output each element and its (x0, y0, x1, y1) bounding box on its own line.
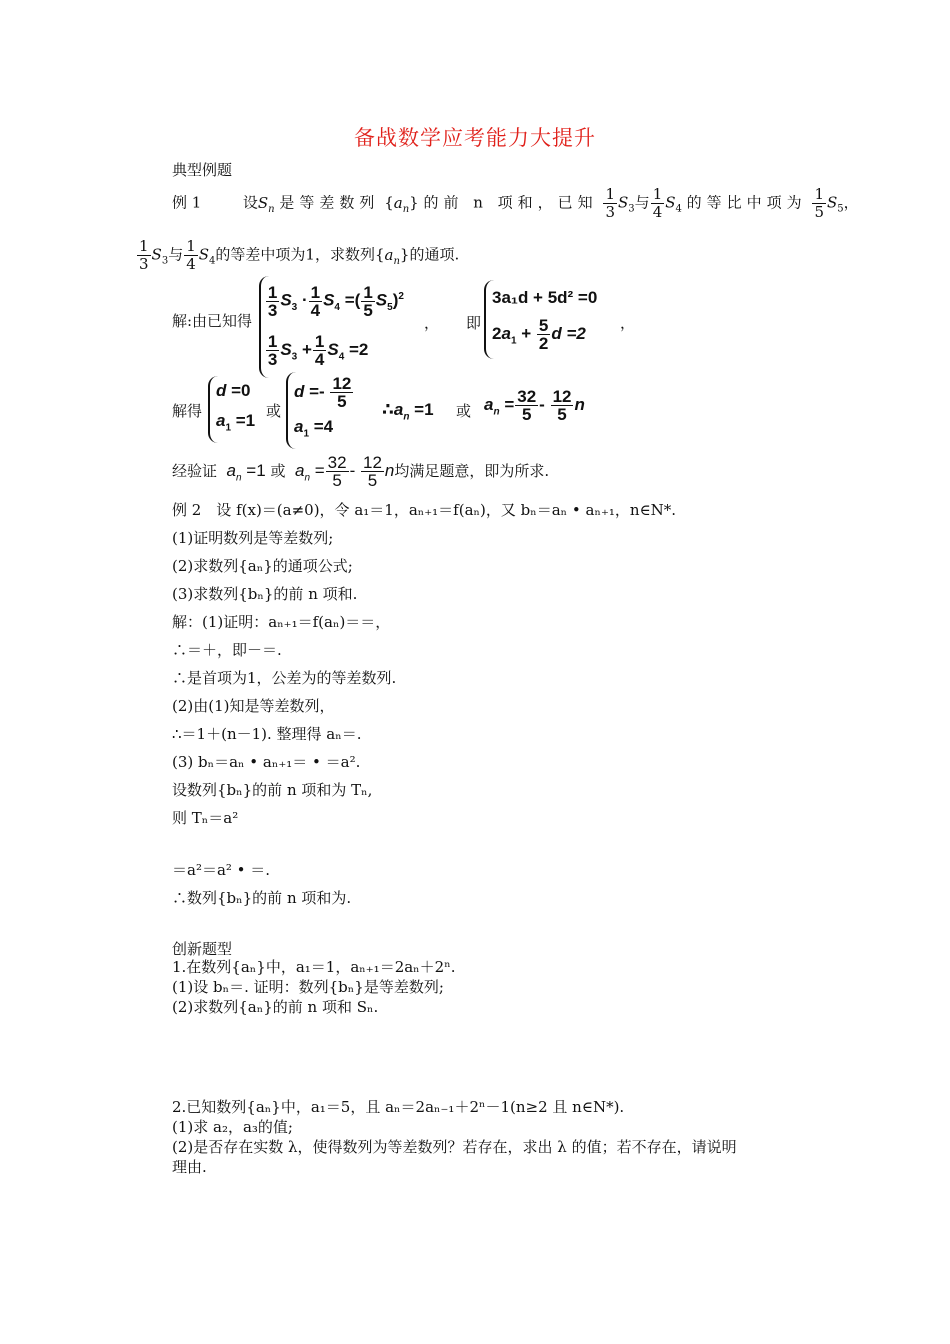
or-1: 或 (266, 402, 282, 420)
problem2-line1: 2.已知数列{aₙ}中，a₁＝5，且 aₙ＝2aₙ₋₁＋2ⁿ－1(n≥2 且 n∈N*). (172, 1098, 625, 1116)
section-heading-typical: 典型例题 (172, 161, 233, 179)
example2-s3: ∴是首项为1，公差为的等差数列. (172, 669, 397, 687)
therefore-an: $\therefore a_n =1$ (382, 400, 434, 423)
example1-text-e: 的等比中项为 (686, 193, 807, 212)
solve-prefix: 解得 (172, 402, 203, 420)
an-formula: $a_n$ = $\frac{32}{5}$ - $\frac{12}{5}$ n (484, 387, 585, 424)
solution-prefix: 解:由已知得 (172, 311, 253, 330)
example2-s7: 设数列{bₙ}的前 n 项和为 Tₙ, (172, 781, 373, 799)
example2-q1: (1)证明数列是等差数列; (172, 529, 334, 547)
sys1-row1-eq: =( (344, 290, 361, 310)
example2-s5: ∴＝1＋(n－1). 整理得 aₙ＝. (172, 725, 362, 743)
then-label: 即 (466, 314, 482, 332)
example2-s4: (2)由(1)知是等差数列， (172, 697, 335, 715)
example2-s6: (3) bₙ＝aₙ • aₙ₊₁＝ • ＝a². (172, 753, 361, 771)
example2-s2: ∴＝＋，即－＝. (172, 641, 282, 659)
problem2-line2: (1)求 a₂，a₃的值; (172, 1118, 293, 1136)
example2-q2: (2)求数列{aₙ}的通项公式; (172, 557, 353, 575)
problem1-line1: 1.在数列{aₙ}中，a₁＝1，aₙ₊₁＝2aₙ＋2ⁿ. (172, 958, 456, 976)
sys1-row2-eq: =2 (348, 340, 369, 360)
or-2: 或 (456, 402, 472, 420)
example2-s1: 解：(1)证明：aₙ₊₁＝f(aₙ)＝＝， (172, 613, 391, 631)
example1-label: 例 1 (172, 193, 202, 212)
problem2-line3: (2)是否存在实数 λ，使得数列为等差数列？若存在，求出 λ 的值；若不存在，请说明 (172, 1138, 737, 1156)
example1-line2-c: 的通项. (409, 245, 460, 264)
sys2-row1: 3a₁d + 5d² =0 (492, 288, 598, 307)
solution-b: d =- $\frac{12}{5}$ $a_1 =4$ (286, 372, 354, 449)
example1-text-b: 是等差数列 (279, 193, 380, 212)
example1-text-a: 设 (242, 193, 258, 212)
problem1-line3: (2)求数列{aₙ}的前 n 项和 Sₙ. (172, 998, 379, 1016)
solution-a: d =0 $a_1 =1$ (208, 376, 255, 443)
example2-line1: 例 2 设 f(x)＝(a≠0)，令 a₁＝1，aₙ₊₁＝f(aₙ)，又 bₙ＝aₙ • aₙ₊₁，n∈N*. (172, 501, 677, 519)
comma-1: ， (424, 314, 440, 332)
example1-line2: $\frac{1}{3}$ $S_3$与 $\frac{1}{4}$ $S_4$的等差中项为1，求数列$\{a_n\}$的通项. (139, 237, 460, 273)
document-title: 备战数学应考能力大提升 (354, 126, 596, 150)
example2-q3: (3)求数列{bₙ}的前 n 项和. (172, 585, 358, 603)
example2-s8: 则 Tₙ＝a² (172, 809, 239, 827)
example1-text-d: 与 (634, 193, 650, 212)
example2-s9: ＝a²＝a² • ＝. (172, 861, 271, 879)
example1-line1: 例 1 设$S_n$ 是等差数列 $\{a_n\}$ 的前 n 项和，已知 $\frac{1}{3}$ $S_3$与 $\frac{1}{4}$ $S_4$ 的等比中项为 $\frac{1}{5}$ $S_5$， (172, 185, 859, 221)
example1-solution-system: 解:由已知得 $\frac{1}{3}$ $S_3$ · $\frac{1}{4}$ $S_4$ =( $\frac{1}{5}$ $S_5)^2$ $\frac{1}{3}$ $S_3$ + $\frac{1}{4}$ $S_4 =2$ (172, 276, 404, 378)
example1-text-c: 的前 n 项和，已知 (423, 193, 598, 212)
comma-2: ， (620, 314, 636, 332)
example1-line2-b: 的等差中项为1，求数列 (215, 245, 375, 264)
section-heading-innovative: 创新题型 (172, 940, 233, 958)
example2-s10: ∴数列{bₙ}的前 n 项和为. (172, 889, 352, 907)
example1-line2-a: 与 (168, 245, 184, 264)
verify-line: 经验证 $a_n =1$ 或 $a_n$ = $\frac{32}{5}$ - $\frac{12}{5}$ n均满足题意，即为所求. (172, 453, 550, 490)
sys2-row2: d =2 (551, 324, 586, 343)
problem2-line4: 理由. (172, 1158, 207, 1176)
system-2: 3a₁d + 5d² =0 $2a_1$ + $\frac{5}{2}$ d =2 (484, 280, 597, 359)
problem1-line2: (1)设 bₙ＝. 证明：数列{bₙ}是等差数列; (172, 978, 444, 996)
